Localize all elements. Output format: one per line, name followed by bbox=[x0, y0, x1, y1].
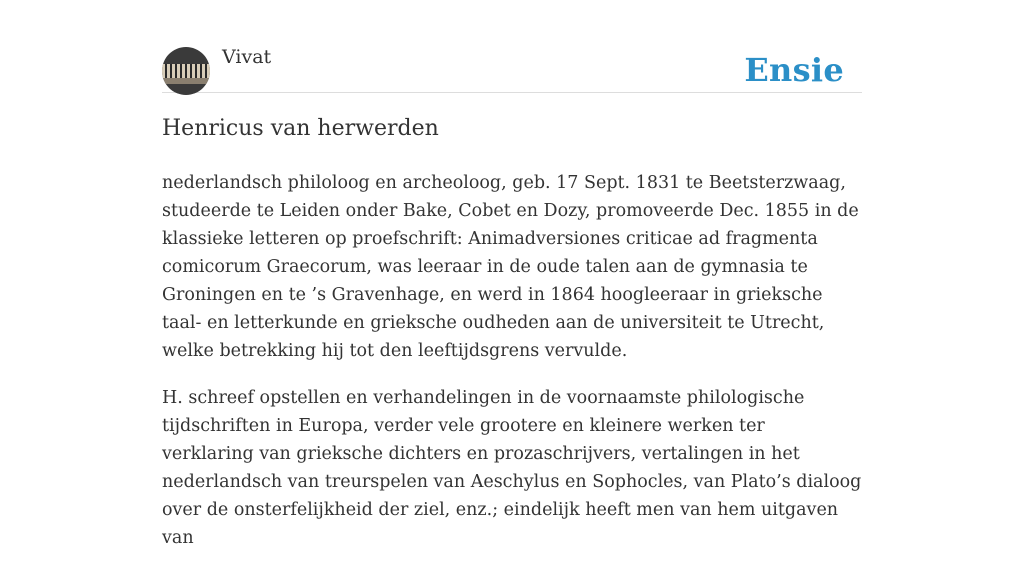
brand-logo[interactable]: Ensie bbox=[744, 51, 844, 89]
page-container bbox=[162, 0, 862, 548]
author-avatar[interactable] bbox=[162, 47, 210, 95]
article-body bbox=[162, 169, 862, 571]
article-paragraph: nederlandsch philoloog en archeoloog, geb. 17 Sept. 1831 te Beetsterzwaag, studeerde te Leiden onder Bake, Cobet en Dozy, promoveerde Dec. 1855 in de klassieke letteren op proefschrift: Animadversiones criticae ad fragmenta comicorum Graecorum, was leeraar in de oude talen aan de gymnasia te Groningen en te ’s Gravenhage, en werd in 1864 hoogleeraar in grieksche taal- en letterkunde en grieksche oudheden aan de universiteit te Utrecht, welke betrekking hij tot den leeftijdsgrens vervulde. bbox=[162, 173, 859, 361]
site-header bbox=[162, 0, 862, 93]
bookshelf-icon bbox=[162, 64, 210, 78]
article-title: Henricus van herwerden bbox=[162, 116, 439, 141]
author-name[interactable]: Vivat bbox=[222, 46, 272, 68]
article-paragraph: H. schreef opstellen en verhandelingen in de voornaamste philologische tijdschriften in Europa, verder vele grootere en kleinere werken ter verklaring van grieksche dichters en prozaschrijvers, vertalingen in het nederlandsch van treurspelen van Aeschylus en Sophocles, van Plato’s dialoog over de onsterfelijkheid der ziel, enz.; eindelijk heeft men van hem uitgaven van bbox=[162, 388, 862, 548]
